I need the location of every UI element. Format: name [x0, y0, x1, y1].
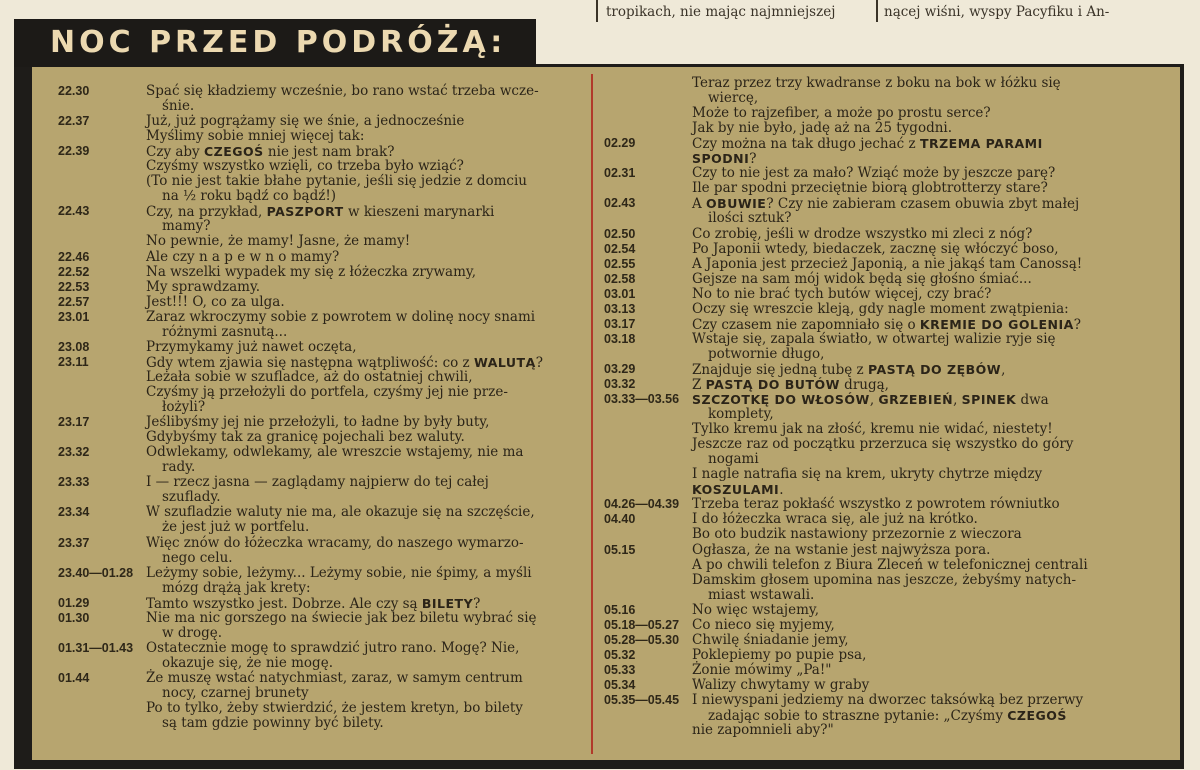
entry-time: 05.16: [604, 602, 636, 617]
column-rule-left: [596, 0, 598, 22]
entry-text-line: No to nie brać tych butów więcej, czy brać?: [692, 285, 992, 302]
entry-text-line: SZCZOTKĘ DO WŁOSÓW, GRZEBIEŃ, SPINEK dwa: [692, 392, 1049, 409]
entry-time: 02.58: [604, 271, 636, 286]
entry-text-line: okazuje się, że nie mogę.: [162, 654, 333, 671]
entry-text-line: KOSZULAMI.: [692, 482, 784, 499]
entry-time: 04.26—04.39: [604, 497, 680, 512]
entry-time: 02.50: [604, 226, 636, 241]
entry-text-line: Spać się kładziemy wcześnie, bo rano wstać trzeba wcze-: [146, 83, 539, 99]
entry-time: 23.08: [58, 339, 90, 354]
entry-text-line: łożyli?: [162, 399, 206, 416]
entry-text-line: Że muszę wstać natychmiast, zaraz, w samym centrum: [146, 669, 523, 686]
entry-time: 01.29: [58, 595, 90, 610]
entry-text-line: szuflady.: [162, 489, 221, 506]
entry-time: 01.31—01.43: [58, 640, 134, 655]
entry-text-line: Co zrobię, jeśli w drodze wszystko mi zleci z nóg?: [692, 225, 1033, 242]
entry-text-line: Trzeba teraz pokłaść wszystko z powrotem równiutko: [692, 496, 1060, 513]
entry-text-line: Gejsze na sam mój widok będą się głośno śmiać...: [692, 270, 1032, 287]
entry-text-line: Myślimy sobie mniej więcej tak:: [146, 128, 365, 145]
entry-time: 05.18—05.27: [604, 617, 680, 632]
entry-text-line: Gdybyśmy tak za granicę pojechali bez waluty.: [146, 429, 465, 446]
entry-text-line: My sprawdzamy.: [146, 278, 261, 295]
entry-time: 02.43: [604, 196, 636, 211]
entry-time: 02.31: [604, 166, 636, 181]
entry-time: 01.44: [58, 670, 90, 685]
column-rule-right: [876, 0, 878, 22]
entry-text-line: nogami: [708, 451, 759, 468]
entry-text-line: Ile par spodni przeciętnie biorą globtrotterzy stare?: [692, 180, 1048, 197]
page-title: NOC PRZED PODRÓŻĄ:: [50, 25, 507, 60]
entry-time: 05.33: [604, 662, 636, 677]
entry-text-line: ilości sztuk?: [708, 210, 792, 227]
entry-text-line: SPODNI?: [692, 151, 757, 168]
entry-text-line: Może to rajzefiber, a może po prostu serce?: [692, 105, 991, 122]
entry-time: 22.43: [58, 204, 90, 219]
entry-time: 03.13: [604, 301, 636, 316]
entry-text-line: Żonie mówimy „Pa!": [692, 661, 832, 678]
entry-text-line: Na wszelki wypadek my się z łóżeczka zrywamy,: [146, 263, 476, 280]
entry-text-line: Tamto wszystko jest. Dobrze. Ale czy są BILETY?: [146, 595, 481, 612]
entry-text-line: Gdy wtem zjawia się następna wątpliwość: co z WALUTĄ?: [146, 354, 543, 371]
entry-text-line: Co nieco się myjemy,: [692, 616, 835, 633]
entry-time: 02.54: [604, 241, 636, 256]
entry-time: 22.52: [58, 264, 90, 279]
entry-text-line: w drogę.: [162, 624, 222, 641]
entry-text-line: Bo oto budzik nastawiony przezornie z wieczora: [692, 526, 1022, 543]
entry-time: 02.55: [604, 256, 636, 271]
entry-text-line: No więc wstajemy,: [692, 601, 820, 618]
entry-text-line: rady.: [162, 459, 196, 476]
prev-text-left: tropikach, nie mając najmniejszej: [606, 4, 836, 20]
entry-text-line: Tylko kremu jak na złość, kremu nie widać, niestety!: [692, 421, 1053, 438]
entry-time: 23.40—01.28: [58, 565, 134, 580]
entry-text-line: Po to tylko, żeby stwierdzić, że jestem kretyn, bo bilety: [146, 700, 523, 717]
entry-time: 04.40: [604, 512, 636, 527]
entry-time: 03.18: [604, 331, 636, 346]
entry-text-line: Ostatecznie mogę to sprawdzić jutro rano. Mogę? Nie,: [146, 639, 520, 656]
entry-text-line: Jeślibyśmy jej nie przełożyli, to ładne by były buty,: [146, 414, 490, 431]
entry-text-line: Czy czasem nie zapomniało się o KREMIE DO GOLENIA?: [692, 316, 1082, 333]
entry-text-line: nocy, czarnej brunety: [162, 684, 309, 701]
entry-text-line: Ogłasza, że na wstanie jest najwyższa pora.: [692, 541, 991, 558]
entry-time: 05.35—05.45: [604, 693, 680, 708]
prev-text-fragment-left: [606, 3, 868, 25]
entry-text-line: Wstaje się, zapala światło, w otwartej walizie ryje się: [692, 330, 1056, 347]
entry-time: 03.32: [604, 377, 636, 391]
entry-text-line: I — rzecz jasna — zaglądamy najpierw do tej całej: [146, 474, 489, 491]
entry-text-line: Już, już pogrążamy się we śnie, a jednocześnie: [146, 113, 465, 130]
prev-text-fragment-right: [884, 3, 1184, 25]
entry-text-line: różnymi zasnutą...: [162, 323, 288, 340]
entry-text-line: A OBUWIE? Czy nie zabieram czasem obuwia zbyt małej: [692, 196, 1080, 213]
entry-text-line: potwornie długo,: [708, 345, 825, 362]
entry-time: 22.39: [58, 144, 90, 159]
entry-text-line: Poklepiemy po pupie psa,: [692, 646, 867, 663]
entry-text-line: Walizy chwytamy w graby: [692, 677, 870, 693]
entry-text-line: I niewyspani jedziemy na dworzec taksówką bez przerwy: [692, 692, 1084, 709]
entry-time: 03.01: [604, 286, 636, 301]
entry-text-line: Zaraz wkroczymy sobie z powrotem w dolinę nocy snami: [146, 308, 536, 325]
entry-text-line: śnie.: [162, 98, 195, 115]
entry-time: 03.29: [604, 361, 636, 376]
entry-text-line: Znajduje się jedną tubę z PASTĄ DO ZĘBÓW,: [692, 361, 1006, 378]
entry-time: 22.53: [58, 279, 90, 294]
entry-text-line: mózg drążą jak krety:: [162, 579, 311, 596]
entry-text-line: Więc znów do łóżeczka wracamy, do naszego wymarzo-: [146, 534, 524, 551]
entry-time: 23.32: [58, 445, 90, 460]
entry-text-line: Jest!!! O, co za ulga.: [146, 293, 285, 310]
title-banner: [14, 19, 536, 67]
entry-text-line: Z PASTĄ DO BUTÓW drugą,: [692, 377, 889, 393]
entry-text-line: I do łóżeczka wraca się, ale już na krótko.: [692, 511, 978, 528]
entry-time: 23.01: [58, 309, 90, 324]
entry-text-line: Damskim głosem upomina nas jeszcze, żebyśmy natych-: [692, 571, 1077, 588]
entry-time: 05.28—05.30: [604, 632, 680, 647]
entry-time: 03.33—03.56: [604, 392, 680, 407]
entry-time: 05.15: [604, 542, 636, 557]
entry-text-line: Leżała sobie w szufladce, aż do ostatniej chwili,: [146, 368, 473, 385]
entry-text-line: Czy to nie jest za mało? Wziąć może by jeszcze parę?: [692, 165, 1056, 182]
entry-time: 02.29: [604, 136, 636, 151]
entry-text-line: zadając sobie to straszne pytanie: „Czyśmy CZEGOŚ: [708, 708, 1067, 725]
entry-time: 22.46: [58, 249, 90, 264]
entry-text-line: komplety,: [708, 406, 774, 423]
column-divider: [591, 74, 593, 754]
entry-text-line: Czy można na tak długo jechać z TRZEMA PARAMI: [692, 136, 1043, 153]
entry-time: 23.33: [58, 475, 90, 490]
entry-text-line: Nie ma nic gorszego na świecie jak bez biletu wybrać się: [146, 609, 537, 626]
entry-time: 22.30: [58, 84, 90, 98]
entry-text-line: A po chwili telefon z Biura Zleceń w telefonicznej centrali: [692, 556, 1088, 573]
entry-text-line: Jeszcze raz od początku przerzuca się wszystko do góry: [692, 436, 1074, 453]
entry-text-line: Po Japonii wtedy, biedaczek, zacznę się włóczyć boso,: [692, 240, 1059, 257]
entry-text-line: Czyśmy wszystko wzięli, co trzeba było wziąć?: [146, 158, 464, 175]
entry-text-line: A Japonia jest przecież Japonią, a nie jakąś tam Canossą!: [692, 255, 1083, 272]
entry-text-line: No pewnie, że mamy! Jasne, że mamy!: [146, 233, 411, 250]
entry-text-line: Oczy się wreszcie kleją, gdy nagle moment zwątpienia:: [692, 300, 1069, 317]
entry-time: 23.34: [58, 505, 90, 520]
entry-text-line: nego celu.: [162, 549, 233, 566]
entry-text-line: że jest już w portfelu.: [162, 519, 310, 536]
entry-text-line: na ½ roku bądź co bądź!): [162, 188, 337, 205]
entry-text-line: Jak by nie było, jadę aż na 25 tygodni.: [692, 120, 953, 137]
entry-text-line: Odwlekamy, odwlekamy, ale wreszcie wstajemy, nie ma: [146, 444, 524, 461]
entry-text-line: mamy?: [162, 218, 211, 235]
entry-text-line: (To nie jest takie błahe pytanie, jeśli się jedzie z domciu: [146, 173, 528, 190]
entry-text-line: miast wstawali.: [708, 586, 815, 603]
entry-text-line: Czyśmy ją przełożyli do portfela, czyśmy jej nie prze-: [146, 383, 508, 400]
entry-time: 05.32: [604, 647, 636, 662]
entry-time: 23.11: [58, 354, 89, 369]
entry-text-line: Teraz przez trzy kwadranse z boku na bok w łóżku się: [692, 75, 1061, 91]
entry-time: 22.57: [58, 294, 90, 309]
entry-time: 22.37: [58, 114, 90, 129]
entry-text-line: W szufladzie waluty nie ma, ale okazuje się na szczęście,: [146, 504, 535, 521]
entry-time: 05.34: [604, 678, 636, 692]
entry-text-line: nie zapomnieli aby?": [692, 722, 834, 739]
entry-text-line: Chwilę śniadanie jemy,: [692, 631, 849, 648]
prev-text-right: nącej wiśni, wyspy Pacyfiku i An-: [884, 4, 1110, 20]
entry-text-line: Przymykamy już nawet oczęta,: [146, 338, 357, 355]
entry-text-line: Leżymy sobie, leżymy... Leżymy sobie, nie śpimy, a myśli: [146, 564, 532, 581]
entry-text-line: Czy aby CZEGOŚ nie jest nam brak?: [146, 144, 395, 161]
entry-time: 01.30: [58, 610, 90, 625]
entry-time: 23.37: [58, 535, 90, 550]
entry-text-line: I nagle natrafia się na krem, ukryty chytrze między: [692, 466, 1043, 483]
entry-time: 23.17: [58, 415, 90, 430]
entry-text-line: Czy, na przykład, PASZPORT w kieszeni marynarki: [146, 204, 495, 221]
entry-text-line: są tam gdzie powinny być bilety.: [162, 715, 384, 732]
entry-text-line: Ale czy n a p e w n o mamy?: [146, 248, 340, 265]
entry-time: 03.17: [604, 316, 636, 331]
entry-text-line: wiercę,: [708, 90, 759, 107]
